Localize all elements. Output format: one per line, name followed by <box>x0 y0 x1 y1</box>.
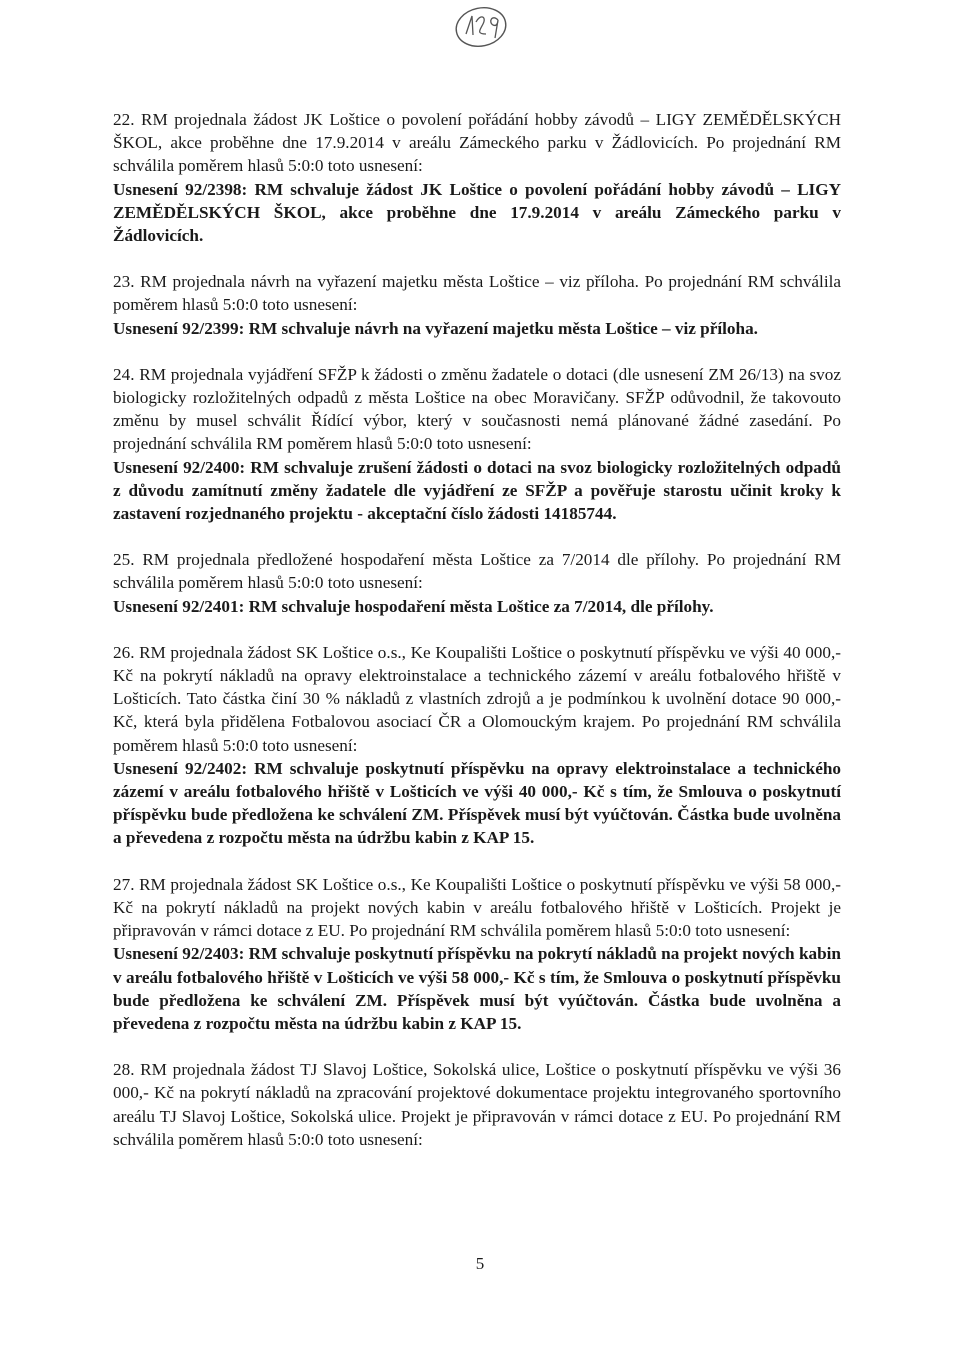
resolution-text: Usnesení 92/2400: RM schvaluje zrušení žádosti o dotaci na svoz biologicky rozložitelných odpadů z důvodu zamítnutí změny žadatele dle vyjádření ze SFŽP a pověřuje starostu učinit kroky k zastavení rozjednaného projektu - akceptační číslo žádosti 14185744. <box>113 457 841 524</box>
agenda-item-25 <box>113 548 841 618</box>
agenda-item-23 <box>113 270 841 340</box>
agenda-item-26 <box>113 641 841 850</box>
agenda-item-27 <box>113 873 841 1035</box>
handwritten-page-stamp <box>452 4 510 50</box>
agenda-item-text: 28. RM projednala žádost TJ Slavoj Loštice, Sokolská ulice, Loštice o poskytnutí příspěvku ve výši 36 000,- Kč na pokrytí nákladů na zpracování projektové dokumentace projektu integrovaného sportovního areálu TJ Slavoj Loštice, Sokolská ulice. Projekt je připravován v rámci dotace z EU. Po projednání RM schválila poměrem hlasů 5:0:0 toto usnesení: <box>113 1060 841 1149</box>
document-body <box>113 108 841 1174</box>
resolution-text: Usnesení 92/2403: RM schvaluje poskytnutí příspěvku na pokrytí nákladů na projekt nových kabin v areálu fotbalového hřiště v Lošticích ve výši 58 000,- Kč s tím, že Smlouva o poskytnutí příspěvku bude předložena ke schválení ZM. Příspěvek musí být vyúčtován. Částka bude uvolněna a převedena z rozpočtu města na údržbu kabin z KAP 15. <box>113 944 841 1033</box>
resolution-text: Usnesení 92/2398: RM schvaluje žádost JK Loštice o povolení pořádání hobby závodů – LIGY ZEMĚDĚLSKÝCH ŠKOL, akce proběhne dne 17.9.2014 v areálu Zámeckého parku v Žádlovicích. <box>113 179 841 246</box>
resolution-text: Usnesení 92/2402: RM schvaluje poskytnutí příspěvku na opravy elektroinstalace a technického zázemí v areálu fotbalového hřiště v Lošticích ve výši 40 000,- Kč s tím, že Smlouva o poskytnutí příspěvku bude předložena ke schválení ZM. Příspěvek musí být vyúčtován. Částka bude uvolněna a převedena z rozpočtu města na údržbu kabin z KAP 15. <box>113 758 841 848</box>
agenda-item-text: 26. RM projednala žádost SK Loštice o.s., Ke Koupališti Loštice o poskytnutí příspěvku ve výši 40 000,- Kč na pokrytí nákladů na opravy elektroinstalace a technického zázemí v areálu fotbalového hřiště v Lošticích. Tato částka činí 30 % nákladů z vlastních zdrojů a je podmínkou k uvolnění dotace 90 000,- Kč, která byla přidělena Fotbalovou asociací ČR a Olomouckým krajem. Po projednání RM schválila poměrem hlasů 5:0:0 toto usnesení: <box>113 642 841 755</box>
agenda-item-text: 27. RM projednala žádost SK Loštice o.s., Ke Koupališti Loštice o poskytnutí příspěvku ve výši 58 000,- Kč na pokrytí nákladů na projekt nových kabin v areálu fotbalového hřiště v Lošticích. Projekt je připravován v rámci dotace z EU. Po projednání RM schválila poměrem hlasů 5:0:0 toto usnesení: <box>113 874 841 941</box>
agenda-item-text: 23. RM projednala návrh na vyřazení majetku města Loštice – viz příloha. Po projednání RM schválila poměrem hlasů 5:0:0 toto usnesení: <box>113 272 841 315</box>
agenda-item-24 <box>113 363 841 525</box>
agenda-item-text: 25. RM projednala předložené hospodaření města Loštice za 7/2014 dle přílohy. Po projednání RM schválila poměrem hlasů 5:0:0 toto usnesení: <box>113 550 841 593</box>
agenda-item-text: 22. RM projednala žádost JK Loštice o povolení pořádání hobby závodů – LIGY ZEMĚDĚLSKÝCH ŠKOL, akce proběhne dne 17.9.2014 v areálu Zámeckého parku v Žádlovicích. Po projednání RM schválila poměrem hlasů 5:0:0 toto usnesení: <box>113 110 841 176</box>
agenda-item-28 <box>113 1058 841 1151</box>
page-number: 5 <box>475 1254 485 1273</box>
resolution-text: Usnesení 92/2401: RM schvaluje hospodaření města Loštice za 7/2014, dle přílohy. <box>113 596 714 616</box>
resolution-text: Usnesení 92/2399: RM schvaluje návrh na vyřazení majetku města Loštice – viz příloha. <box>113 318 758 338</box>
agenda-item-22 <box>113 108 841 247</box>
agenda-item-text: 24. RM projednala vyjádření SFŽP k žádosti o změnu žadatele o dotaci (dle usnesení ZM 26/13) na svoz biologicky rozložitelných odpadů z města Loštice na obec Moravičany. SFŽP odůvodnil, že takovouto změnu by musel schválit Řídící výbor, který v současnosti nemá plánované žádné zasedání. Po projednání schválila RM poměrem hlasů 5:0:0 toto usnesení: <box>113 364 841 454</box>
